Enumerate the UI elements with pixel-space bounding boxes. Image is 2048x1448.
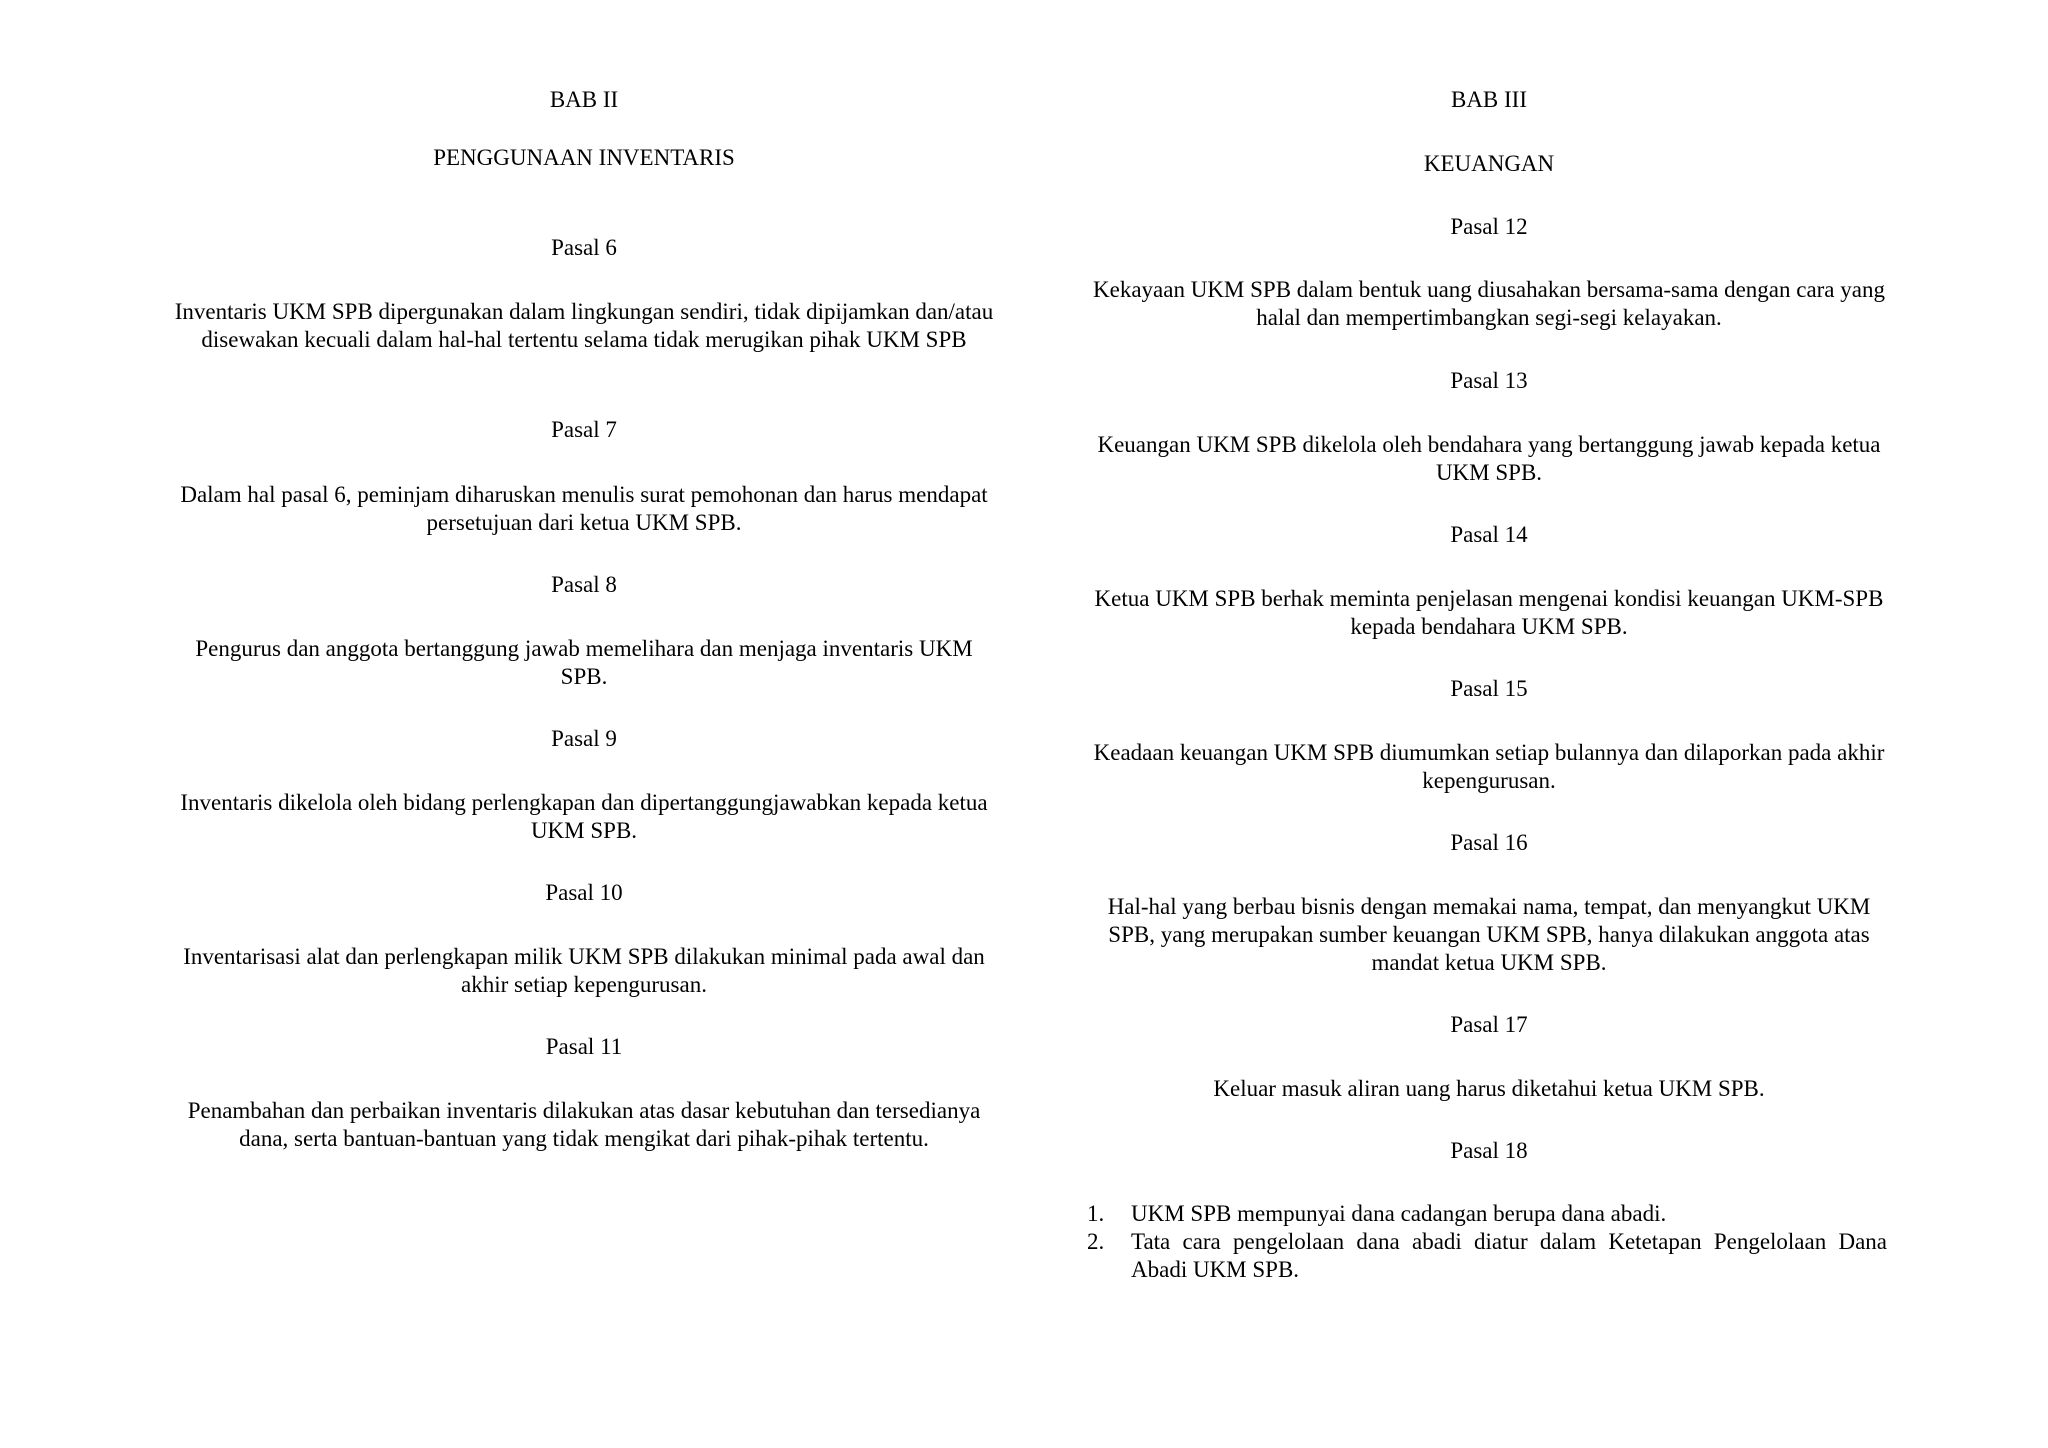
list-item-text: UKM SPB mempunyai dana cadangan berupa dana abadi. — [1131, 1201, 1667, 1226]
article-heading: Pasal 11 — [545, 1034, 623, 1059]
article-heading: Pasal 15 — [1450, 676, 1528, 701]
article-text: Pengurus dan anggota bertanggung jawab memelihara dan menjaga inventaris UKM SPB. — [195, 636, 973, 689]
article-heading: Pasal 16 — [1450, 830, 1528, 855]
article-text: Penambahan dan perbaikan inventaris dilakukan atas dasar kebutuhan dan tersedianya dana, serta bantuan-bantuan yang tidak mengikat dari pihak-pihak tertentu. — [187, 1098, 981, 1151]
article-text: Inventaris UKM SPB dipergunakan dalam lingkungan sendiri, tidak dipijamkan dan/atau disewakan kecuali dalam hal-hal tertentu selama tidak merugikan pihak UKM SPB — [174, 299, 994, 352]
numbered-list — [1087, 1200, 1887, 1284]
article-text: Ketua UKM SPB berhak meminta penjelasan mengenai kondisi keuangan UKM-SPB kepada bendahara UKM SPB. — [1094, 586, 1884, 639]
article-heading: Pasal 17 — [1450, 1012, 1528, 1037]
chapter-heading: BAB III — [1450, 87, 1528, 112]
article-text: Dalam hal pasal 6, peminjam diharuskan menulis surat pemohonan dan harus mendapat persetujuan dari ketua UKM SPB. — [180, 482, 988, 535]
list-number: 2. — [1087, 1229, 1105, 1254]
article-text: Inventaris dikelola oleh bidang perlengkapan dan dipertanggungjawabkan kepada ketua UKM SPB. — [180, 790, 988, 843]
chapter-title: PENGGUNAAN INVENTARIS — [433, 145, 735, 170]
article-heading: Pasal 7 — [551, 417, 617, 442]
list-item — [1087, 1200, 1887, 1228]
article-heading: Pasal 18 — [1450, 1138, 1528, 1163]
article-text: Inventarisasi alat dan perlengkapan milik UKM SPB dilakukan minimal pada awal dan akhir setiap kepengurusan. — [183, 944, 985, 997]
list-item-text: Tata cara pengelolaan dana abadi diatur dalam Ketetapan Pengelolaan Dana Abadi UKM SPB. — [1131, 1229, 1887, 1282]
article-heading: Pasal 10 — [545, 880, 623, 905]
article-heading: Pasal 13 — [1450, 368, 1528, 393]
chapter-title: KEUANGAN — [1423, 151, 1555, 176]
article-text: Keuangan UKM SPB dikelola oleh bendahara yang bertanggung jawab kepada ketua UKM SPB. — [1097, 432, 1881, 485]
article-heading: Pasal 14 — [1450, 522, 1528, 547]
article-heading: Pasal 6 — [551, 235, 617, 260]
chapter-heading: BAB II — [549, 87, 619, 112]
list-number: 1. — [1087, 1201, 1105, 1226]
article-heading: Pasal 12 — [1450, 214, 1528, 239]
article-text: Kekayaan UKM SPB dalam bentuk uang diusahakan bersama-sama dengan cara yang halal dan mempertimbangkan segi-segi kelayakan. — [1093, 277, 1885, 330]
article-text: Hal-hal yang berbau bisnis dengan memakai nama, tempat, dan menyangkut UKM SPB, yang merupakan sumber keuangan UKM SPB, hanya dilakukan anggota atas mandat ketua UKM SPB. — [1107, 894, 1871, 975]
article-text: Keluar masuk aliran uang harus diketahui ketua UKM SPB. — [1213, 1076, 1765, 1101]
article-text: Keadaan keuangan UKM SPB diumumkan setiap bulannya dan dilaporkan pada akhir kepengurusan. — [1093, 740, 1885, 793]
article-heading: Pasal 8 — [551, 572, 617, 597]
list-item — [1087, 1228, 1887, 1284]
article-heading: Pasal 9 — [551, 726, 617, 751]
